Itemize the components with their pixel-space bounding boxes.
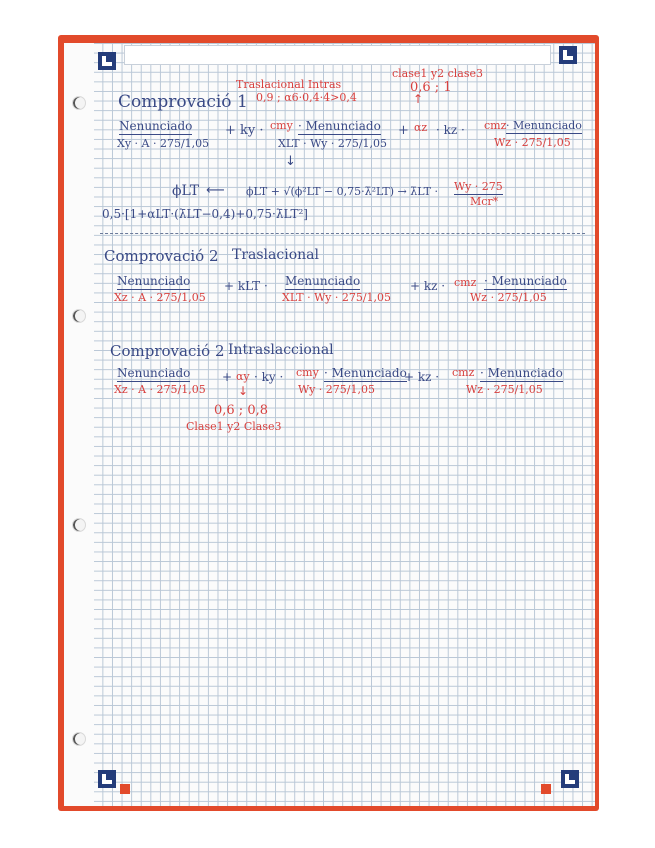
brand-logo-icon bbox=[561, 770, 579, 788]
eq3-alpha-y: αy bbox=[236, 370, 250, 383]
eq2-cmz: cmz bbox=[454, 276, 477, 289]
down-arrow-icon: ↓ bbox=[285, 154, 296, 169]
eq3-numerator-3: · Menunciado bbox=[480, 366, 563, 380]
eq1-cmz: cmz bbox=[484, 119, 507, 132]
eq3-term-ky: · ky · bbox=[254, 370, 284, 384]
corner-square-icon bbox=[120, 784, 130, 794]
eq2-numerator-2: Menunciado bbox=[285, 274, 361, 288]
binder-hole bbox=[72, 732, 86, 746]
eq1-denominator-3: Wz · 275/1,05 bbox=[494, 136, 571, 149]
eq1-alpha-z: αz bbox=[414, 121, 428, 134]
down-arrow-icon: ↓ bbox=[238, 384, 249, 398]
heading-comprovacio-2-bis: Comprovació 2 bbox=[110, 342, 225, 360]
eq3-numerator-1: Nenunciado bbox=[117, 366, 191, 380]
red-note-values-left: 0,9 ; α6·0,4·4>0,4 bbox=[256, 91, 357, 104]
eq2-denominator-3: Wz · 275/1,05 bbox=[470, 291, 547, 304]
eq3-cmy: cmy bbox=[296, 366, 319, 379]
red-note-classes: clase1 y2 clase3 bbox=[392, 67, 483, 80]
eq1-numerator-2: · Menunciado bbox=[298, 119, 381, 133]
eq3-red-values: 0,6 ; 0,8 bbox=[214, 403, 268, 418]
brand-logo-icon bbox=[98, 52, 116, 70]
brand-logo-icon bbox=[98, 770, 116, 788]
eq1-numerator-3: · Menunciado bbox=[506, 119, 582, 132]
eq2-numerator-1: Nenunciado bbox=[117, 274, 191, 288]
heading-comprovacio-2: Comprovació 2 bbox=[104, 247, 219, 265]
eq3-term-kz: + kz · bbox=[404, 370, 440, 384]
eq3-numerator-2: · Menunciado bbox=[324, 366, 407, 380]
heading-intraslaccional: Intraslaccional bbox=[228, 342, 334, 358]
eq2-denominator-2: XLT · Wy · 275/1,05 bbox=[282, 291, 392, 304]
eq1-denominator-2: XLT · Wy · 275/1,05 bbox=[278, 137, 388, 150]
brand-logo-icon bbox=[559, 46, 577, 64]
binder-hole bbox=[72, 96, 86, 110]
eq2-numerator-3: · Menunciado bbox=[484, 274, 567, 288]
heading-comprovacio-1: Comprovació 1 bbox=[118, 92, 248, 112]
phi-formula: 0,5·[1+αLT·(λ̄LT−0,4)+0,75·λ̄LT²] bbox=[102, 207, 308, 221]
left-arrow-icon: ⟵ bbox=[206, 183, 225, 198]
eq3-cmz: cmz bbox=[452, 366, 475, 379]
eq2-term-klt: + kLT · bbox=[224, 279, 268, 293]
binder-hole bbox=[72, 309, 86, 323]
eq1-term-ky: + ky · bbox=[225, 123, 264, 138]
eq1-cmy: cmy bbox=[270, 119, 293, 132]
red-note-values-right: 0,6 ; 1 bbox=[410, 80, 452, 95]
up-arrow-icon: ↑ bbox=[413, 92, 424, 106]
eq3-red-labels: Clase1 y2 Clase3 bbox=[186, 420, 282, 433]
heading-traslacional: Traslacional bbox=[232, 247, 319, 263]
eq3-plus: + bbox=[222, 370, 233, 384]
eq1-plus: + bbox=[398, 123, 409, 138]
grid-paper bbox=[64, 43, 595, 806]
eq1-denominator-1: Xy · A · 275/1,05 bbox=[117, 137, 210, 150]
phi-lt-symbol: ϕLT bbox=[172, 183, 200, 199]
eq3-denominator-2: Wy · 275/1,05 bbox=[298, 383, 375, 396]
binder-hole bbox=[72, 518, 86, 532]
paper-margin bbox=[64, 43, 94, 806]
eq3-denominator-3: Wz · 275/1,05 bbox=[466, 383, 543, 396]
eq1-numerator-1: Nenunciado bbox=[119, 119, 193, 133]
header-box bbox=[124, 45, 551, 65]
eq3-denominator-1: Xz · A · 275/1,05 bbox=[114, 383, 206, 396]
phi-expression: ϕLT + √(ϕ²LT − 0,75·λ̄²LT) → λ̄LT · bbox=[246, 185, 438, 198]
sqrt-denominator: Mcr* bbox=[470, 195, 499, 208]
red-note-traslacional: Traslacional Intras bbox=[236, 78, 342, 91]
eq1-term-kz: · kz · bbox=[436, 123, 465, 137]
sqrt-numerator: Wy · 275 bbox=[454, 180, 503, 193]
section-divider bbox=[100, 233, 585, 234]
eq2-term-kz: + kz · bbox=[410, 279, 446, 293]
corner-square-icon bbox=[541, 784, 551, 794]
eq2-denominator-1: Xz · A · 275/1,05 bbox=[114, 291, 206, 304]
